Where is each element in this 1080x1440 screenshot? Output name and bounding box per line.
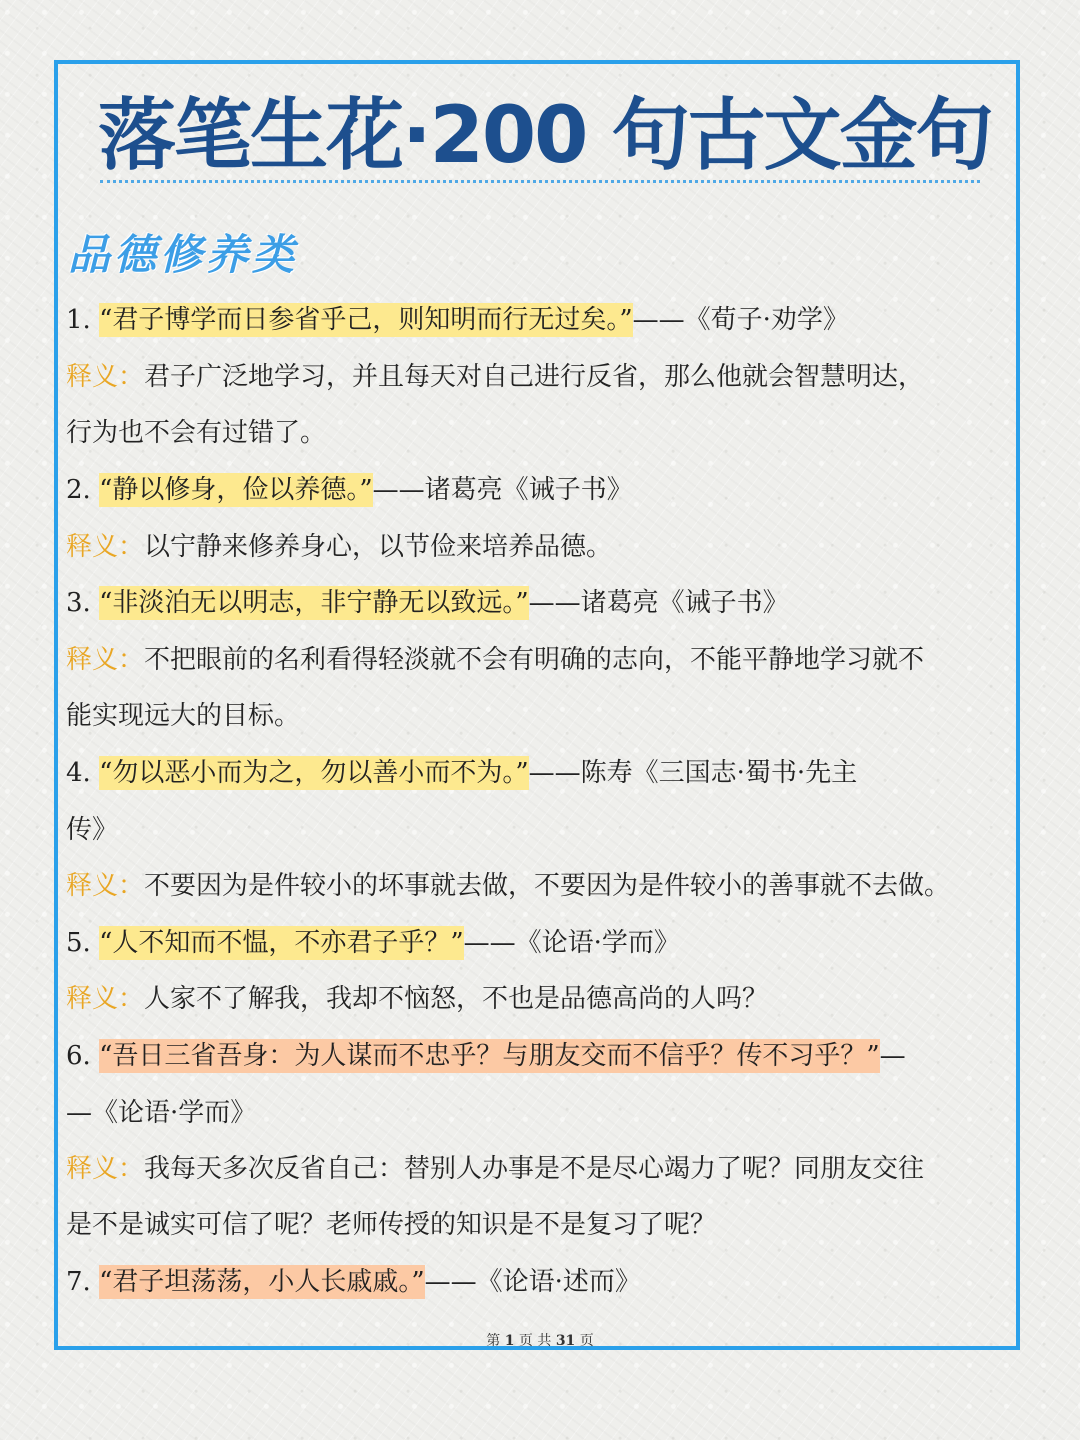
section-heading: 品德修养类 <box>68 230 299 279</box>
item-number: 4. <box>66 758 91 788</box>
quote-source: ——《论语·学而》 <box>463 928 680 958</box>
meaning-item-3 <box>66 640 1018 680</box>
quote-item-2 <box>66 470 1018 510</box>
quote-source: — <box>879 1041 906 1071</box>
quote-text: “静以修身，俭以养德。” <box>99 475 373 505</box>
quote-text: “君子坦荡荡，小人长戚戚。” <box>99 1267 425 1297</box>
footer-suffix: 页 <box>579 1333 594 1349</box>
meaning-item-1-cont <box>66 413 1018 453</box>
page-number: 1 <box>504 1333 515 1349</box>
quote-source: ——诸葛亮《诫子书》 <box>372 475 633 505</box>
meaning-text: 以宁静来修养身心，以节俭来培养品德。 <box>144 532 613 562</box>
footer-mid: 页 共 <box>518 1333 552 1349</box>
quote-source-cont: —《论语·学而》 <box>66 1098 257 1128</box>
meaning-item-5 <box>66 979 1018 1019</box>
explain-label: 释义： <box>66 532 145 562</box>
quote-item-6-cont <box>66 1093 1018 1133</box>
page-title: 落笔生花·200 句古文金句 <box>98 91 992 181</box>
quote-item-5 <box>66 923 1018 963</box>
quote-item-4-cont <box>66 810 1018 850</box>
meaning-item-6-cont <box>66 1205 1018 1245</box>
item-number: 7. <box>66 1267 91 1297</box>
explain-label: 释义： <box>66 362 145 392</box>
quote-source: ——陈寿《三国志·蜀书·先主 <box>528 758 858 788</box>
quote-text: “吾日三省吾身：为人谋而不忠乎？与朋友交而不信乎？传不习乎？” <box>99 1041 880 1071</box>
meaning-text: 行为也不会有过错了。 <box>66 418 327 448</box>
quote-source: ——诸葛亮《诫子书》 <box>528 588 789 618</box>
meaning-item-1 <box>66 357 1018 397</box>
meaning-text: 我每天多次反省自己：替别人办事是不是尽心竭力了呢？同朋友交往 <box>144 1154 925 1184</box>
title-underline <box>100 180 980 183</box>
page-footer <box>0 1330 1080 1350</box>
meaning-item-6 <box>66 1149 1018 1189</box>
quote-source: ——《论语·述而》 <box>424 1267 641 1297</box>
item-number: 2. <box>66 475 91 505</box>
quote-item-4 <box>66 753 1018 793</box>
meaning-text: 是不是诚实可信了呢？老师传授的知识是不是复习了呢？ <box>66 1210 717 1240</box>
meaning-item-3-cont <box>66 696 1018 736</box>
quote-item-6 <box>66 1036 1018 1076</box>
item-number: 3. <box>66 588 91 618</box>
explain-label: 释义： <box>66 1154 145 1184</box>
quote-item-1 <box>66 300 1018 340</box>
quote-text: “非淡泊无以明志，非宁静无以致远。” <box>99 588 529 618</box>
explain-label: 释义： <box>66 984 145 1014</box>
quote-text: “勿以恶小而为之，勿以善小而不为。” <box>99 758 529 788</box>
item-number: 5. <box>66 928 91 958</box>
meaning-text: 不要因为是件较小的坏事就去做，不要因为是件较小的善事就不去做。 <box>144 871 951 901</box>
meaning-item-4 <box>66 866 1018 906</box>
explain-label: 释义： <box>66 645 145 675</box>
quote-item-7 <box>66 1262 1018 1302</box>
quote-source-cont: 传》 <box>66 815 119 845</box>
meaning-text: 能实现远大的目标。 <box>66 701 301 731</box>
item-number: 1. <box>66 305 91 335</box>
item-number: 6. <box>66 1041 91 1071</box>
quote-text: “人不知而不愠，不亦君子乎？” <box>99 928 464 958</box>
quote-source: ——《荀子·劝学》 <box>632 305 849 335</box>
quote-text: “君子博学而日参省乎己，则知明而行无过矣。” <box>99 305 633 335</box>
meaning-text: 不把眼前的名利看得轻淡就不会有明确的志向，不能平静地学习就不 <box>144 645 925 675</box>
explain-label: 释义： <box>66 871 145 901</box>
meaning-text: 人家不了解我，我却不恼怒，不也是品德高尚的人吗？ <box>144 984 769 1014</box>
total-pages: 31 <box>555 1333 576 1349</box>
footer-prefix: 第 <box>486 1333 501 1349</box>
meaning-text: 君子广泛地学习，并且每天对自己进行反省，那么他就会智慧明达， <box>144 362 925 392</box>
meaning-item-2 <box>66 527 1018 567</box>
quote-item-3 <box>66 583 1018 623</box>
